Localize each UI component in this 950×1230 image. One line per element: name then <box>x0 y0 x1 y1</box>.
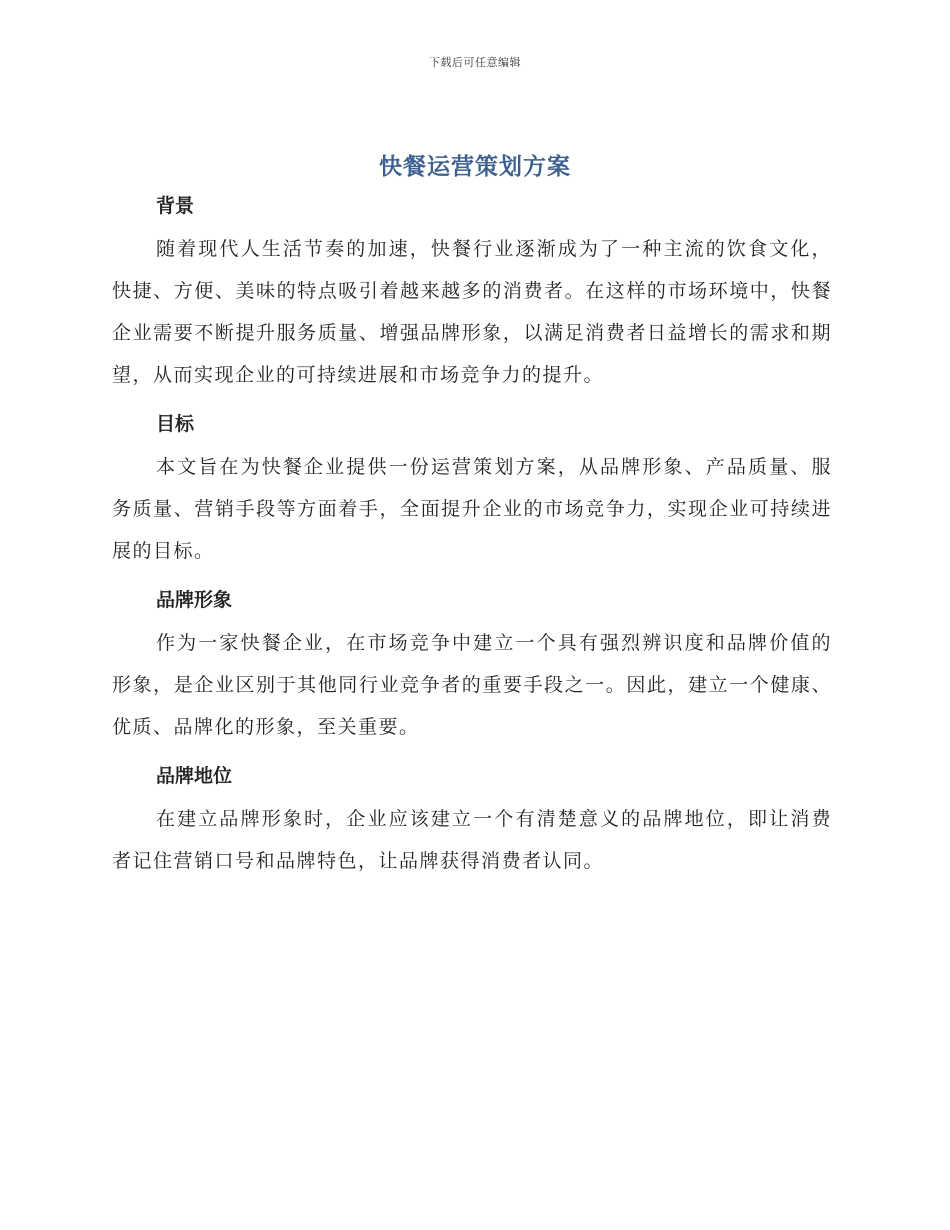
section-goal <box>112 408 832 572</box>
page-header: 下载后可任意编辑 <box>429 56 521 69</box>
section-heading: 目标 <box>156 413 195 435</box>
section-brand-position <box>112 760 832 882</box>
section-paragraph: 在建立品牌形象时，企业应该建立一个有清楚意义的品牌地位，即让消费者记住营销口号和品牌特色，让品牌获得消费者认同。 <box>112 808 832 872</box>
section-heading: 背景 <box>156 195 195 217</box>
section-paragraph: 本文旨在为快餐企业提供一份运营策划方案，从品牌形象、产品质量、服务质量、营销手段等方面着手，全面提升企业的市场竞争力，实现企业可持续进展的目标。 <box>112 456 832 562</box>
section-brand-image <box>112 584 832 748</box>
section-paragraph: 作为一家快餐企业，在市场竞争中建立一个具有强烈辨识度和品牌价值的形象，是企业区别于其他同行业竞争者的重要手段之一。因此，建立一个健康、优质、品牌化的形象，至关重要。 <box>112 632 832 738</box>
section-paragraph: 随着现代人生活节奏的加速，快餐行业逐渐成为了一种主流的饮食文化，快捷、方便、美味的特点吸引着越来越多的消费者。在这样的市场环境中，快餐企业需要不断提升服务质量、增强品牌形象，以满足消费者日益增长的需求和期望，从而实现企业的可持续进展和市场竞争力的提升。 <box>112 238 832 386</box>
document-body <box>112 190 832 894</box>
document-title: 快餐运营策划方案 <box>379 154 571 180</box>
section-background <box>112 190 832 396</box>
section-heading: 品牌形象 <box>156 589 233 611</box>
section-heading: 品牌地位 <box>156 765 233 787</box>
